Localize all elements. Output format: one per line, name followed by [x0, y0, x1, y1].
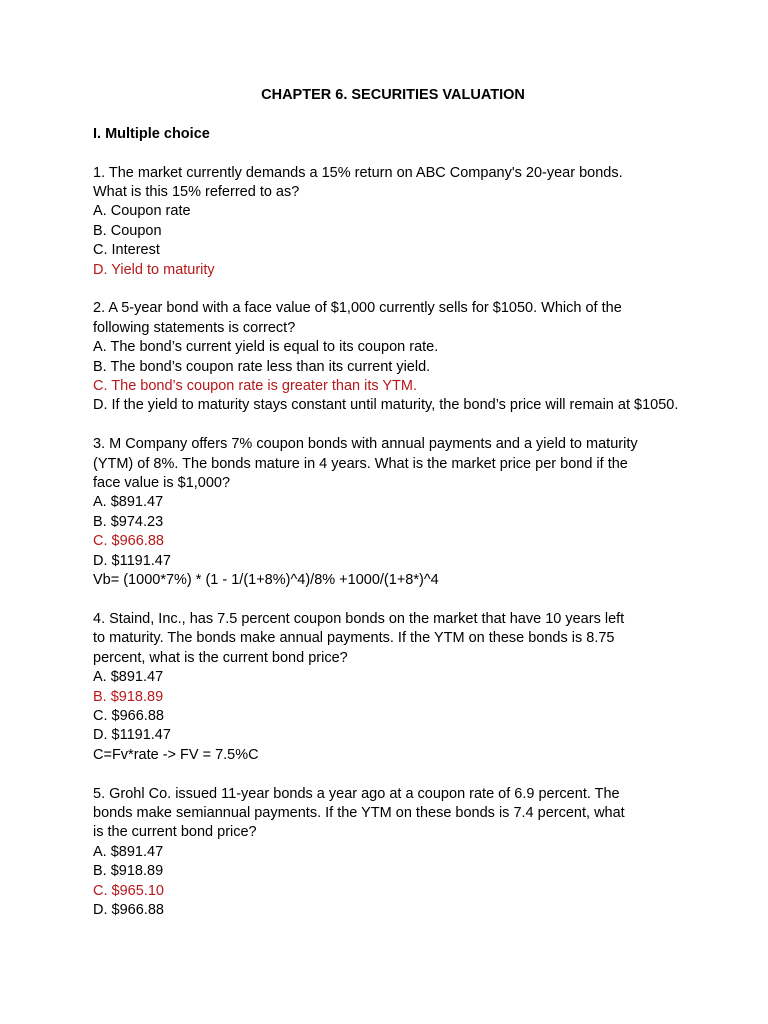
- chapter-title: CHAPTER 6. SECURITIES VALUATION: [261, 87, 525, 103]
- correct-option: B. $918.89: [93, 688, 164, 705]
- question-stem-line: 5. Grohl Co. issued 11-year bonds a year ago at a coupon rate of 6.9 percent. The: [93, 785, 620, 802]
- answer-option: B. Coupon: [93, 222, 162, 239]
- answer-option: B. The bond’s coupon rate less than its current yield.: [93, 358, 431, 375]
- correct-option: D. Yield to maturity: [93, 261, 215, 278]
- question-stem-line: 1. The market currently demands a 15% return on ABC Company's 20-year bonds.: [93, 164, 623, 181]
- question-stem-line: following statements is correct?: [93, 319, 296, 336]
- answer-option: A. The bond’s current yield is equal to its coupon rate.: [93, 339, 439, 356]
- answer-option: B. $974.23: [93, 513, 164, 530]
- solution-note: Vb= (1000*7%) * (1 - 1/(1+8%)^4)/8% +1000/(1+8*)^4: [93, 572, 439, 589]
- question-stem-line: 3. M Company offers 7% coupon bonds with annual payments and a yield to maturity: [93, 436, 638, 453]
- section-heading: I. Multiple choice: [93, 125, 210, 142]
- answer-option: D. If the yield to maturity stays constant until maturity, the bond’s price will remain at $1050.: [93, 397, 679, 414]
- question-2: [93, 299, 693, 415]
- question-stem-line: to maturity. The bonds make annual payments. If the YTM on these bonds is 8.75: [93, 630, 615, 647]
- question-stem-line: What is this 15% referred to as?: [93, 184, 300, 200]
- answer-option: A. $891.47: [93, 669, 164, 686]
- answer-option: D. $1191.47: [93, 552, 171, 569]
- question-list: [93, 164, 693, 921]
- question-stem-line: percent, what is the current bond price?: [93, 649, 348, 666]
- question-stem-line: is the current bond price?: [93, 824, 257, 841]
- correct-option: C. $965.10: [93, 882, 164, 899]
- question-5: [93, 785, 693, 921]
- answer-option: D. $966.88: [93, 901, 164, 918]
- question-stem-line: 4. Staind, Inc., has 7.5 percent coupon bonds on the market that have 10 years left: [93, 610, 625, 627]
- question-1: [93, 164, 693, 280]
- answer-option: A. $891.47: [93, 843, 164, 860]
- question-stem-line: (YTM) of 8%. The bonds mature in 4 years. What is the market price per bond if the: [93, 455, 628, 472]
- question-4: [93, 610, 693, 765]
- document-page: [93, 86, 693, 940]
- question-stem-line: face value is $1,000?: [93, 475, 231, 492]
- answer-option: B. $918.89: [93, 863, 164, 880]
- question-stem-line: 2. A 5-year bond with a face value of $1,000 currently sells for $1050. Which of the: [93, 300, 622, 317]
- solution-note: C=Fv*rate -> FV = 7.5%C: [93, 746, 259, 763]
- answer-option: A. $891.47: [93, 494, 164, 511]
- correct-option: C. The bond’s coupon rate is greater than its YTM.: [93, 378, 418, 395]
- question-stem-line: bonds make semiannual payments. If the YTM on these bonds is 7.4 percent, what: [93, 804, 625, 821]
- answer-option: C. Interest: [93, 242, 160, 259]
- answer-option: A. Coupon rate: [93, 203, 191, 220]
- answer-option: C. $966.88: [93, 707, 164, 724]
- answer-option: D. $1191.47: [93, 727, 171, 744]
- question-3: [93, 435, 693, 590]
- correct-option: C. $966.88: [93, 533, 164, 550]
